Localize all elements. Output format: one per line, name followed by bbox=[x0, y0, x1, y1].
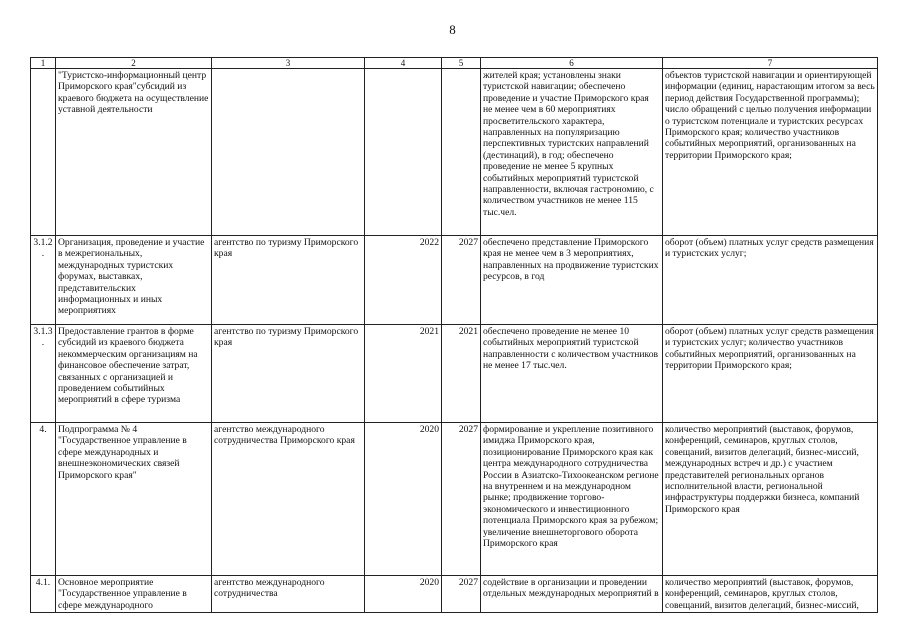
column-header-2: 2 bbox=[56, 58, 212, 69]
end-year: 2027 bbox=[442, 236, 481, 325]
expected-result: жителей края; установлены знаки туристской навигации; обеспечено проведение и участие Приморского края не менее чем в 60 мероприятиях просветительского характера, направленных на популяризацию перспективных туристских направлений (дестинаций), в год; обеспечено проведение не менее 5 крупных событийных мероприятий туристской направленности, включая гастрономию, с количеством участников не менее 115 тыс.чел. bbox=[481, 69, 663, 236]
start-year: 2022 bbox=[365, 236, 442, 325]
row-number: 3.1.2. bbox=[31, 236, 56, 325]
indicators: объектов туристской навигации и ориентирующей информации (единиц, нарастающим итогом за весь период действия Государственной программы); число обращений с целью получения информации о туристском потенциале и туристских ресурсах Приморского края; количество участников событийных мероприятий, организованных на территории Приморского края; bbox=[663, 69, 878, 236]
column-header-4: 4 bbox=[365, 58, 442, 69]
end-year: 2027 bbox=[442, 576, 481, 613]
end-year: 2021 bbox=[442, 325, 481, 423]
executor: агентство международного сотрудничества Приморского края bbox=[212, 423, 365, 576]
indicators: количество мероприятий (выставок, форумов, конференций, семинаров, круглых столов, совещаний, визитов делегаций, бизнес-миссий, bbox=[663, 576, 878, 613]
expected-result: обеспечено проведение не менее 10 событийных мероприятий туристской направленности с количеством участников не менее 17 тыс.чел. bbox=[481, 325, 663, 423]
start-year: 2020 bbox=[365, 576, 442, 613]
indicators: количество мероприятий (выставок, форумов, конференций, семинаров, круглых столов, совещаний, визитов делегаций, бизнес-миссий, международных встреч и др.) с участием представителей региональных органов исполнительной власти, региональной инфраструктуры поддержки бизнеса, компаний Приморского края bbox=[663, 423, 878, 576]
event-name: Подпрограмма № 4 "Государственное управление в сфере международных и внешнеэкономических связей Приморского края" bbox=[56, 423, 212, 576]
event-name: "Туристско-информационный центр Приморского края"субсидий из краевого бюджета на осуществление уставной деятельности bbox=[56, 69, 212, 236]
column-header-5: 5 bbox=[442, 58, 481, 69]
table-row bbox=[31, 423, 878, 576]
table-row bbox=[31, 325, 878, 423]
row-number: 4. bbox=[31, 423, 56, 576]
indicators: оборот (объем) платных услуг средств размещения и туристских услуг; bbox=[663, 236, 878, 325]
column-header-7: 7 bbox=[663, 58, 878, 69]
row-number bbox=[31, 69, 56, 236]
row-number: 4.1. bbox=[31, 576, 56, 613]
expected-result: содействие в организации и проведении отдельных международных мероприятий в bbox=[481, 576, 663, 613]
start-year: 2021 bbox=[365, 325, 442, 423]
expected-result: формирование и укрепление позитивного имиджа Приморского края, позиционирование Приморского края как центра международного сотрудничества России в Азиатско-Тихоокеанском регионе на внутреннем и на международном рынке; продвижение торгово-экономического и инвестиционного потенциала Приморского края за рубежом; увеличение внешнеторгового оборота Приморского края bbox=[481, 423, 663, 576]
table-row bbox=[31, 236, 878, 325]
table-row bbox=[31, 69, 878, 236]
event-name: Организация, проведение и участие в межрегиональных, международных туристских форумах, выставках, представительских информационных и иных мероприятиях bbox=[56, 236, 212, 325]
column-header-3: 3 bbox=[212, 58, 365, 69]
event-name: Основное мероприятие "Государственное управление в сфере международного bbox=[56, 576, 212, 613]
executor: агентство международного сотрудничества bbox=[212, 576, 365, 613]
end-year bbox=[442, 69, 481, 236]
column-header-1: 1 bbox=[31, 58, 56, 69]
start-year bbox=[365, 69, 442, 236]
executor bbox=[212, 69, 365, 236]
end-year: 2027 bbox=[442, 423, 481, 576]
program-table bbox=[30, 57, 878, 613]
event-name: Предоставление грантов в форме субсидий из краевого бюджета некоммерческим организациям на финансовое обеспечение затрат, связанных с организацией и проведением событийных мероприятий в сфере туризма bbox=[56, 325, 212, 423]
page-number: 8 bbox=[449, 22, 456, 37]
indicators: оборот (объем) платных услуг средств размещения и туристских услуг; количество участников событийных мероприятий, организованных на территории Приморского края; bbox=[663, 325, 878, 423]
executor: агентство по туризму Приморского края bbox=[212, 236, 365, 325]
row-number: 3.1.3. bbox=[31, 325, 56, 423]
expected-result: обеспечено представление Приморского края не менее чем в 3 мероприятиях, направленных на продвижение туристских ресурсов, в год bbox=[481, 236, 663, 325]
header-row bbox=[31, 58, 878, 69]
table-row bbox=[31, 576, 878, 613]
start-year: 2020 bbox=[365, 423, 442, 576]
column-header-6: 6 bbox=[481, 58, 663, 69]
executor: агентство по туризму Приморского края bbox=[212, 325, 365, 423]
